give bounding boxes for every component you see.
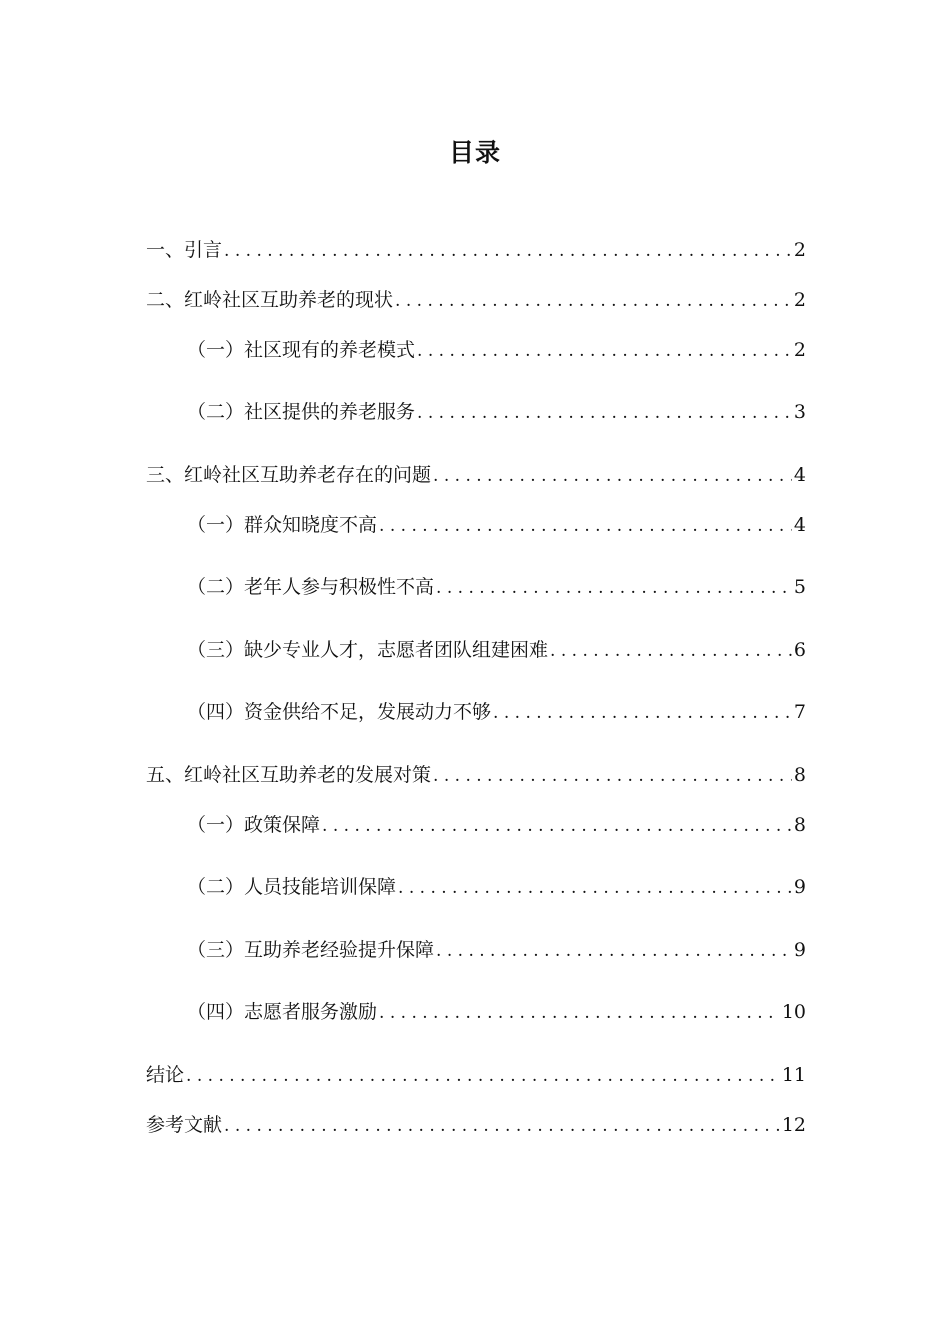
toc-entry-text: （二）老年人参与积极性不高: [187, 576, 435, 598]
toc-leader-dots: [186, 1061, 780, 1091]
toc-entry-text: （四）志愿者服务激励: [187, 1001, 378, 1023]
toc-leader-dots: [433, 461, 792, 491]
toc-page-number: 4: [793, 464, 806, 486]
toc-entry[interactable]: [187, 997, 806, 1027]
toc-leader-dots: [224, 1111, 780, 1141]
toc-entry-text: （三）互助养老经验提升保障: [187, 939, 435, 961]
toc-entry-text: （一）社区现有的养老模式: [187, 339, 416, 361]
toc-entry-text: （一）政策保障: [187, 814, 321, 836]
toc-entry-text: 结论: [146, 1064, 185, 1086]
toc-page-number: 2: [793, 339, 806, 361]
toc-entry[interactable]: [187, 510, 806, 540]
toc-leader-dots: [417, 336, 792, 366]
toc-page-number: 2: [793, 239, 806, 261]
toc-entry[interactable]: [187, 397, 806, 427]
toc-leader-dots: [322, 811, 792, 841]
toc-entry[interactable]: [187, 635, 806, 665]
toc-leader-dots: [433, 761, 792, 791]
toc-page-number: 9: [793, 939, 806, 961]
toc-leader-dots: [550, 636, 792, 666]
toc-leader-dots: [395, 286, 792, 316]
toc-entry[interactable]: [187, 935, 806, 965]
toc-entry-text: 一、引言: [146, 239, 223, 261]
toc-page-number: 11: [781, 1064, 806, 1086]
toc-entry[interactable]: [146, 1110, 806, 1140]
toc-entry-text: 三、红岭社区互助养老存在的问题: [146, 464, 432, 486]
toc-page-number: 7: [793, 701, 806, 723]
toc-leader-dots: [379, 511, 792, 541]
toc-leader-dots: [417, 398, 792, 428]
toc-entry[interactable]: [146, 235, 806, 265]
toc-leader-dots: [493, 698, 792, 728]
toc-entry[interactable]: [146, 285, 806, 315]
toc-page-number: 9: [793, 876, 806, 898]
toc-page-number: 5: [793, 576, 806, 598]
toc-entry[interactable]: [187, 810, 806, 840]
toc-page-number: 8: [793, 764, 806, 786]
toc-page-number: 2: [793, 289, 806, 311]
toc-entry-text: （二）社区提供的养老服务: [187, 401, 416, 423]
toc-entry-text: 二、红岭社区互助养老的现状: [146, 289, 394, 311]
toc-page-number: 10: [781, 1001, 806, 1023]
toc-entry-text: （四）资金供给不足，发展动力不够: [187, 701, 492, 723]
toc-entry-text: 五、红岭社区互助养老的发展对策: [146, 764, 432, 786]
toc-entry-text: 参考文献: [146, 1114, 223, 1136]
toc-page-number: 3: [793, 401, 806, 423]
toc-page-number: 4: [793, 514, 806, 536]
toc-entry[interactable]: [187, 572, 806, 602]
toc-entry-text: （二）人员技能培训保障: [187, 876, 397, 898]
toc-leader-dots: [224, 236, 792, 266]
toc-leader-dots: [379, 998, 780, 1028]
toc-entry[interactable]: [187, 872, 806, 902]
toc-entry[interactable]: [187, 697, 806, 727]
toc-page-number: 12: [781, 1114, 806, 1136]
toc-entry[interactable]: [146, 1060, 806, 1090]
toc-page-number: 6: [793, 639, 806, 661]
toc-leader-dots: [436, 573, 792, 603]
toc-entry-text: （三）缺少专业人才，志愿者团队组建困难: [187, 639, 549, 661]
toc-page-number: 8: [793, 814, 806, 836]
toc-entry-text: （一）群众知晓度不高: [187, 514, 378, 536]
toc-entry[interactable]: [146, 460, 806, 490]
toc-entry[interactable]: [187, 335, 806, 365]
toc-title: 目录: [448, 138, 501, 167]
toc-leader-dots: [398, 873, 792, 903]
toc-leader-dots: [436, 936, 792, 966]
toc-entry[interactable]: [146, 760, 806, 790]
